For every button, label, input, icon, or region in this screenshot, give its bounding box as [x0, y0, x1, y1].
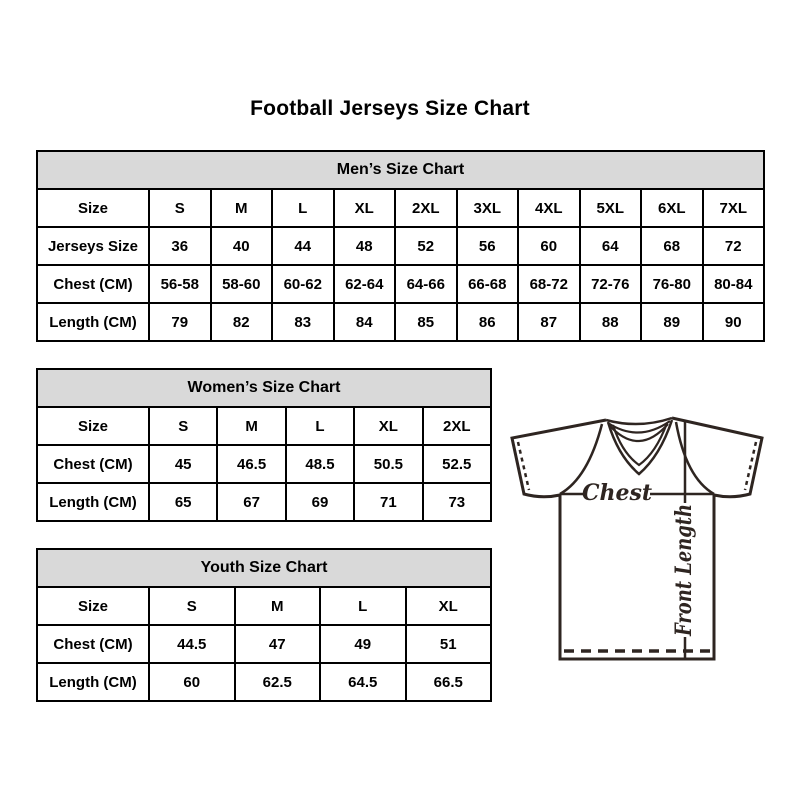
table-row [37, 483, 491, 521]
value-cell: 48 [334, 227, 396, 265]
value-cell: S [149, 189, 211, 227]
value-cell: 52.5 [423, 445, 491, 483]
value-cell: XL [406, 587, 492, 625]
value-cell: 60 [149, 663, 235, 701]
value-cell: 60 [518, 227, 580, 265]
row-label-cell: Chest (CM) [37, 625, 149, 663]
value-cell: 85 [395, 303, 457, 341]
value-cell: 84 [334, 303, 396, 341]
row-label-cell: Chest (CM) [37, 265, 149, 303]
table-title: Men’s Size Chart [37, 151, 764, 189]
value-cell: 58-60 [211, 265, 273, 303]
row-label-cell: Length (CM) [37, 483, 149, 521]
value-cell: 2XL [395, 189, 457, 227]
value-cell: L [320, 587, 406, 625]
value-cell: 4XL [518, 189, 580, 227]
table-row [37, 407, 491, 445]
value-cell: 72-76 [580, 265, 642, 303]
front-length-measure-label: Front Length [671, 473, 697, 636]
value-cell: 64 [580, 227, 642, 265]
value-cell: 60-62 [272, 265, 334, 303]
value-cell: M [211, 189, 273, 227]
youth-table-grid [36, 548, 492, 702]
value-cell: 68-72 [518, 265, 580, 303]
value-cell: 62-64 [334, 265, 396, 303]
value-cell: XL [354, 407, 422, 445]
value-cell: S [149, 407, 217, 445]
value-cell: S [149, 587, 235, 625]
table-row [37, 265, 764, 303]
value-cell: 68 [641, 227, 703, 265]
table-row [37, 663, 491, 701]
womens-size-table [36, 368, 492, 522]
value-cell: 46.5 [217, 445, 285, 483]
value-cell: 88 [580, 303, 642, 341]
value-cell: 36 [149, 227, 211, 265]
value-cell: 52 [395, 227, 457, 265]
value-cell: 49 [320, 625, 406, 663]
chest-measure-label: Chest [581, 480, 653, 506]
value-cell: 66-68 [457, 265, 519, 303]
table-header-row [37, 369, 491, 407]
value-cell: 71 [354, 483, 422, 521]
row-label-cell: Length (CM) [37, 303, 149, 341]
value-cell: 2XL [423, 407, 491, 445]
row-label-cell: Size [37, 189, 149, 227]
value-cell: 44 [272, 227, 334, 265]
value-cell: 87 [518, 303, 580, 341]
table-header-row [37, 549, 491, 587]
value-cell: 62.5 [235, 663, 321, 701]
value-cell: 45 [149, 445, 217, 483]
value-cell: 40 [211, 227, 273, 265]
page-title: Football Jerseys Size Chart [250, 97, 530, 120]
jersey-measurement-diagram [498, 398, 778, 668]
mens-size-table [36, 150, 765, 342]
value-cell: L [286, 407, 354, 445]
value-cell: 83 [272, 303, 334, 341]
value-cell: 3XL [457, 189, 519, 227]
table-row [37, 625, 491, 663]
value-cell: 73 [423, 483, 491, 521]
row-label-cell: Jerseys Size [37, 227, 149, 265]
womens-table-grid [36, 368, 492, 522]
value-cell: 80-84 [703, 265, 765, 303]
value-cell: 50.5 [354, 445, 422, 483]
value-cell: 89 [641, 303, 703, 341]
value-cell: 82 [211, 303, 273, 341]
value-cell: 5XL [580, 189, 642, 227]
value-cell: 67 [217, 483, 285, 521]
mens-table-grid [36, 150, 765, 342]
table-header-row [37, 151, 764, 189]
value-cell: 51 [406, 625, 492, 663]
value-cell: 64.5 [320, 663, 406, 701]
value-cell: 56-58 [149, 265, 211, 303]
table-row [37, 587, 491, 625]
row-label-cell: Length (CM) [37, 663, 149, 701]
table-title: Youth Size Chart [37, 549, 491, 587]
value-cell: 56 [457, 227, 519, 265]
value-cell: 7XL [703, 189, 765, 227]
jersey-outline [512, 418, 762, 659]
table-row [37, 189, 764, 227]
value-cell: 72 [703, 227, 765, 265]
table-row [37, 445, 491, 483]
value-cell: M [217, 407, 285, 445]
table-row [37, 303, 764, 341]
value-cell: 64-66 [395, 265, 457, 303]
row-label-cell: Size [37, 407, 149, 445]
value-cell: 65 [149, 483, 217, 521]
value-cell: 44.5 [149, 625, 235, 663]
value-cell: 90 [703, 303, 765, 341]
value-cell: XL [334, 189, 396, 227]
value-cell: 76-80 [641, 265, 703, 303]
value-cell: 47 [235, 625, 321, 663]
row-label-cell: Size [37, 587, 149, 625]
value-cell: 79 [149, 303, 211, 341]
value-cell: L [272, 189, 334, 227]
value-cell: 69 [286, 483, 354, 521]
value-cell: 66.5 [406, 663, 492, 701]
table-title: Women’s Size Chart [37, 369, 491, 407]
value-cell: 48.5 [286, 445, 354, 483]
row-label-cell: Chest (CM) [37, 445, 149, 483]
value-cell: 86 [457, 303, 519, 341]
value-cell: 6XL [641, 189, 703, 227]
table-row [37, 227, 764, 265]
value-cell: M [235, 587, 321, 625]
youth-size-table [36, 548, 492, 702]
